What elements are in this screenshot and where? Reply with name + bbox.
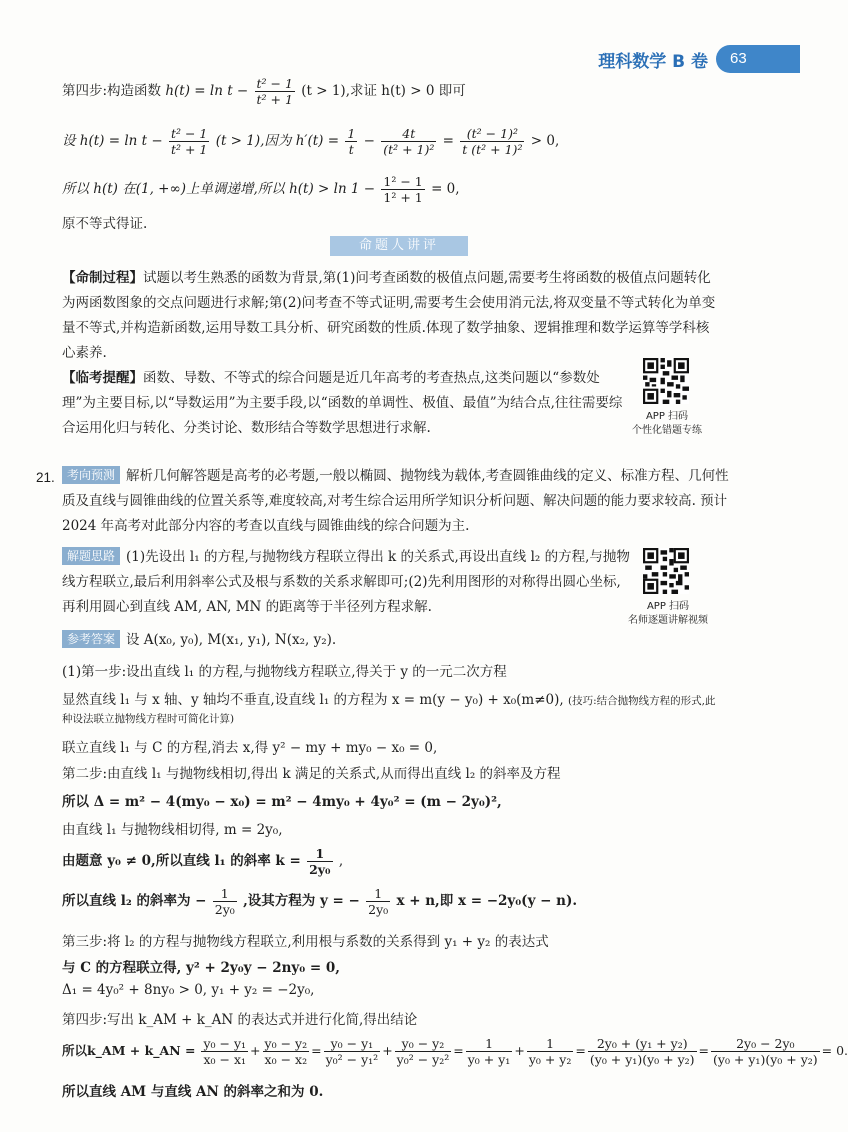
numerator: 4t [381,126,436,142]
denominator: t [348,142,354,157]
denominator: x₀ − x₂ [264,1052,308,1067]
operator: = [442,133,454,149]
forecast-paragraph [62,464,742,539]
operator: + [514,1043,525,1058]
qr2-caption-line2: 名师逐题讲解视频 [628,615,708,626]
tip-note: (技巧:结合抛物线方程的形式,此 [567,695,716,707]
numerator: y₀ − y₂ [395,1036,452,1052]
numerator: y₀ − y₁ [203,1036,247,1051]
denominator: t² + 1 [170,142,208,157]
operator: + [250,1043,261,1058]
exam-tip-text: 函数、导数、不等式的综合问题是近几年高考的考查热点,这类问题以“参数处理”为主要目标,以“导数运用”为主要手段,以“函数的单调性、极值、最值”为结合点,往往需要综合运用化归与转化、分类讨论、数形结合等数学思想进行求解. [62,370,623,436]
fraction [324,1036,381,1067]
exam-tip-paragraph [62,366,632,441]
denominator: y₀² − y₁² [325,1052,379,1067]
step4-text-end: (t > 1),求证 h(t) > 0 即可 [301,83,466,99]
fraction [395,1036,452,1067]
solution-text: 显然直线 l₁ 与 x 轴、y 轴均不垂直,设直线 l₁ 的方程为 x = m(y − y₀) + x₀(m≠0), [62,692,564,708]
numerator: 1 [307,846,332,862]
fraction [345,126,357,157]
fraction [307,846,332,877]
denominator: x₀ − x₁ [203,1052,247,1067]
punctuation: , [338,853,344,869]
qr-code-icon[interactable] [643,548,689,594]
mono-text: 所以 h(t) 在(1, +∞)上单调递增,所以 h(t) > ln 1 − [62,181,376,197]
denominator: y₀ + y₁ [467,1052,511,1067]
qr1-caption-line1: APP 扫码 [645,411,689,422]
solution-step2: 第二步:由直线 l₁ 与抛物线相切,得出 k 满足的关系式,从而得出直线 l₂ 的斜率及方程 [62,766,561,782]
fraction [169,126,209,157]
numerator: 1 [347,126,356,141]
design-text: 试题以考生熟悉的函数为背景,第(1)问考查函数的极值点问题,需要考生将函数的极值点问题转化为两函数图象的交点问题进行求解;第(2)问考查不等式证明,需要考生会使用消元法,将双变量不等式转化为单变量不等式,并构造新函数,运用导数工具分析、研究函数的性质.体现了数学抽象、逻辑推理和数学运算等学科核心素养. [62,270,716,361]
commentary-banner: 命题人讲评 [330,236,468,256]
solution-text: 由题意 y₀ ≠ 0,所以直线 l₁ 的斜率 k = [62,853,301,869]
numerator: 1² − 1 [383,174,423,189]
fraction [466,1036,513,1067]
operator: > 0, [530,133,560,149]
solution-line: Δ₁ = 4y₀² + 8ny₀ > 0, y₁ + y₂ = −2y₀, [62,982,315,998]
fraction [201,1036,248,1067]
solution-line [62,688,715,708]
paper-title: 理科数学 B 卷 [598,51,708,72]
solution-text: ,设其方程为 y = − [243,893,360,909]
monotone-line [62,174,460,205]
solution-line: 与 C 的方程联立得, y² + 2y₀y − 2ny₀ = 0, [62,960,340,976]
solution-line [62,886,577,917]
numerator: 1 [213,886,237,902]
operator: + [382,1043,393,1058]
denominator: y₀² − y₂² [396,1052,450,1067]
solution-text: 所以直线 l₂ 的斜率为 − [62,893,207,909]
design-paragraph [62,266,722,366]
idea-text: (1)先设出 l₁ 的方程,与抛物线方程联立得出 k 的关系式,再设出直线 l₂ 的方程,与抛物线方程联立,最后利用斜率公式及根与系数的关系求解即可;(2)先利用图形的对称得出圆心坐标,再利用圆心到直线 AM, AN, MN 的距离等于半径列方程求解. [62,549,630,615]
fraction [213,886,237,917]
fraction [460,126,524,157]
answer-text: 设 A(x₀, y₀), M(x₁, y₁), N(x₂, y₂). [126,632,337,648]
answer-tag: 参考答案 [62,630,120,648]
fraction [588,1036,697,1067]
numerator: y₀ − y₂ [264,1036,308,1051]
denominator: (t² + 1)² [383,142,435,157]
denominator: 2y₀ [368,902,389,917]
deriv-text: (t > 1),因为 h′(t) = [215,133,340,149]
conclusion-line: 所以直线 AM 与直线 AN 的斜率之和为 0. [62,1084,324,1100]
fraction [527,1036,574,1067]
idea-paragraph [62,545,632,620]
solution-line: 联立直线 l₁ 与 C 的方程,消去 x,得 y² − my + my₀ − x₀ = 0, [62,740,438,756]
mono-text-end: = 0, [431,181,460,197]
fraction [366,886,390,917]
denominator: 1² + 1 [383,190,423,205]
fraction [381,174,424,205]
qr1-caption [624,410,710,438]
numerator: y₀ − y₁ [324,1036,381,1052]
derivative-line [62,126,559,157]
fraction [263,1036,310,1067]
operator: = 0. [821,1043,848,1058]
qr2-caption [618,600,718,628]
denominator: 2y₀ [214,902,235,917]
solution-line: 由直线 l₁ 与抛物线相切得, m = 2y₀, [62,822,283,838]
proved-line: 原不等式得证. [62,216,148,232]
qr1-caption-line2: 个性化错题专练 [632,425,702,436]
page-header [598,44,800,74]
solution-step4: 第四步:写出 k_AM + k_AN 的表达式并进行化简,得出结论 [62,1012,418,1028]
operator: = [575,1043,586,1058]
numerator: 1 [527,1036,574,1052]
operator: = [453,1043,464,1058]
step4-math: h(t) = ln t − [165,83,249,99]
solution-text: 所以k_AM + k_AN = [62,1043,196,1058]
numerator: 2y₀ − 2y₀ [711,1036,820,1052]
step4-text: 第四步:构造函数 [62,83,166,99]
page-number: 63 [716,45,800,73]
solution-text: x + n,即 x = −2y₀(y − n). [396,893,578,909]
design-label: 【命制过程】 [62,270,143,286]
exam-tip-label: 【临考提醒】 [62,370,143,386]
operator: = [698,1043,709,1058]
denominator: t (t² + 1)² [462,142,523,157]
numerator: t² − 1 [170,126,208,141]
solution-step1: (1)第一步:设出直线 l₁ 的方程,与抛物线方程联立,得关于 y 的一元二次方程 [62,664,507,680]
denominator: t² + 1 [256,92,293,107]
qr2-caption-line1: APP 扫码 [646,601,690,612]
numerator: (t² − 1)² [460,126,524,142]
tip-note-continued: 种设法联立抛物线方程时可简化计算) [62,713,235,725]
question-number: 21. [36,470,55,485]
forecast-text: 解析几何解答题是高考的必考题,一般以椭圆、抛物线为载体,考查圆锥曲线的定义、标准方程、几何性质及直线与圆锥曲线的位置关系等,难度较高,对考生综合运用所学知识分析问题、解决问题的能力要求较高. 预计 2024 年高考对此部分内容的考查以直线与圆锥曲线的综合问题为主. [62,468,729,534]
solution-step3: 第三步:将 l₂ 的方程与抛物线方程联立,利用根与系数的关系得到 y₁ + y₂ 的表达式 [62,934,549,950]
denominator: (y₀ + y₁)(y₀ + y₂) [713,1052,818,1067]
solution-line [62,1036,848,1067]
deriv-text: 设 h(t) = ln t − [62,133,163,149]
operator: − [363,133,375,149]
answer-line [62,628,336,648]
step4-intro-line [62,76,466,107]
denominator: 2y₀ [309,862,331,877]
qr-code-icon[interactable] [643,358,689,404]
solution-line: 所以 Δ = m² − 4(my₀ − x₀) = m² − 4my₀ + 4y₀² = (m − 2y₀)², [62,794,502,810]
fraction [711,1036,820,1067]
forecast-tag: 考向预测 [62,466,120,484]
numerator: 1 [466,1036,513,1052]
solution-line [62,846,343,877]
denominator: y₀ + y₂ [528,1052,572,1067]
numerator: 1 [366,886,390,902]
denominator: (y₀ + y₁)(y₀ + y₂) [589,1052,695,1067]
idea-tag: 解题思路 [62,547,120,565]
fraction [255,76,295,107]
operator: = [311,1043,322,1058]
fraction [381,126,436,157]
numerator: t² − 1 [256,76,293,91]
numerator: 2y₀ + (y₁ + y₂) [588,1036,697,1052]
